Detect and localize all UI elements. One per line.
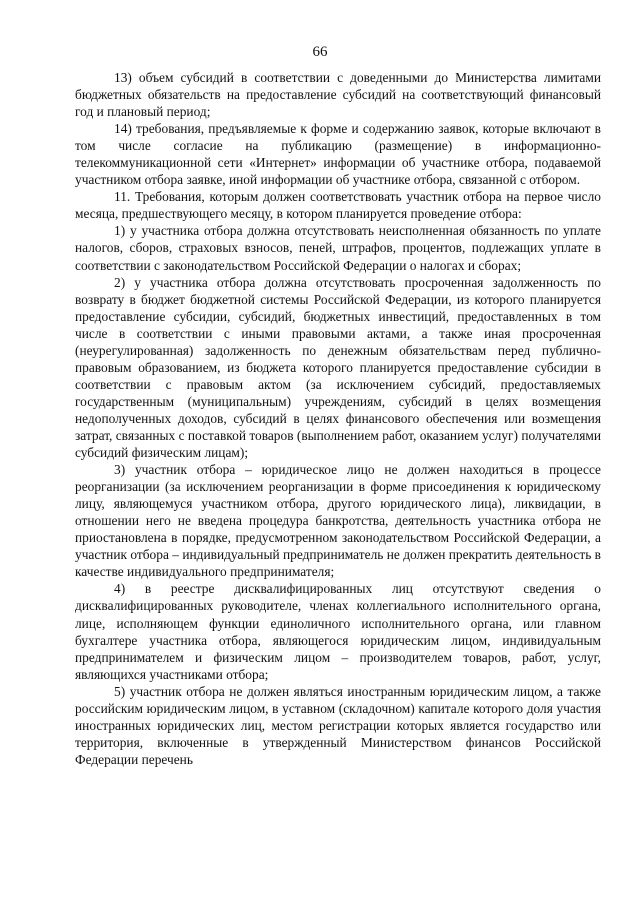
paragraph-requirement-5: 5) участник отбора не должен являться иностранным юридическим лицом, а также российским юридическим лицом, в уставном (складочном) капитале которого доля участия иностранных юридических лиц, местом регистрации которых является государство или территория, включенные в утвержденный Министерством финансов Российской Федерации перечень	[75, 683, 601, 767]
paragraph-requirement-1: 1) у участника отбора должна отсутствовать неисполненная обязанность по уплате налогов, сборов, страховых взносов, пеней, штрафов, процентов, подлежащих уплате в соответствии с законодательством Российской Федерации о налогах и сборах;	[75, 223, 601, 273]
paragraph-item-14: 14) требования, предъявляемые к форме и содержанию заявок, которые включают в том числе согласие на публикацию (размещение) в информационно-телекоммуникационной сети «Интернет» информации об участнике отбора, подаваемой участником отбора заявке, иной информации об участнике отбора, связанной с отбором.	[75, 121, 601, 188]
document-body	[75, 69, 601, 768]
page-number: 66	[312, 44, 328, 60]
paragraph-requirement-4: 4) в реестре дисквалифицированных лиц отсутствуют сведения о дисквалифицированных руководителе, членах коллегиального исполнительного органа, лице, исполняющем функции единоличного исполнительного органа, или главном бухгалтере участника отбора, являющегося юридическим лицом, индивидуальным предпринимателем и физическим лицом – производителем товаров, работ, услуг, являющихся участниками отбора;	[75, 581, 601, 682]
paragraph-requirement-2: 2) у участника отбора должна отсутствовать просроченная задолженность по возврату в бюджет бюджетной системы Российской Федерации, из которого планируется предоставление субсидии, субсидий, бюджетных инвестиций, предоставленных в том числе в соответствии с иными правовыми актами, а также иная просроченная (неурегулированная) задолженность по денежным обязательствам перед публично-правовым образованием, из бюджета которого планируется предоставление субсидии в соответствии с правовым актом (за исключением субсидий, предоставляемых государственным (муниципальным) учреждениям, субсидий в целях возмещения недополученных доходов, субсидий в целях финансового обеспечения или возмещения затрат, связанных с поставкой товаров (выполнением работ, оказанием услуг) получателями субсидий физическим лицам);	[75, 274, 601, 461]
paragraph-requirement-3: 3) участник отбора – юридическое лицо не должен находиться в процессе реорганизации (за исключением реорганизации в форме присоединения к юридическому лицу, являющемуся участником отбора, другого юридического лица), ликвидации, в отношении него не введена процедура банкротства, деятельность участника отбора не приостановлена в порядке, предусмотренном законодательством Российской Федерации, а участник отбора – индивидуальный предприниматель не должен прекратить деятельность в качестве индивидуального предпринимателя;	[75, 462, 601, 580]
paragraph-item-13: 13) объем субсидий в соответствии с доведенными до Министерства лимитами бюджетных обязательств на предоставление субсидий на соответствующий финансовый год и плановый период;	[75, 70, 601, 120]
paragraph-section-11: 11. Требования, которым должен соответствовать участник отбора на первое число месяца, предшествующего месяцу, в котором планируется проведение отбора:	[75, 189, 601, 222]
